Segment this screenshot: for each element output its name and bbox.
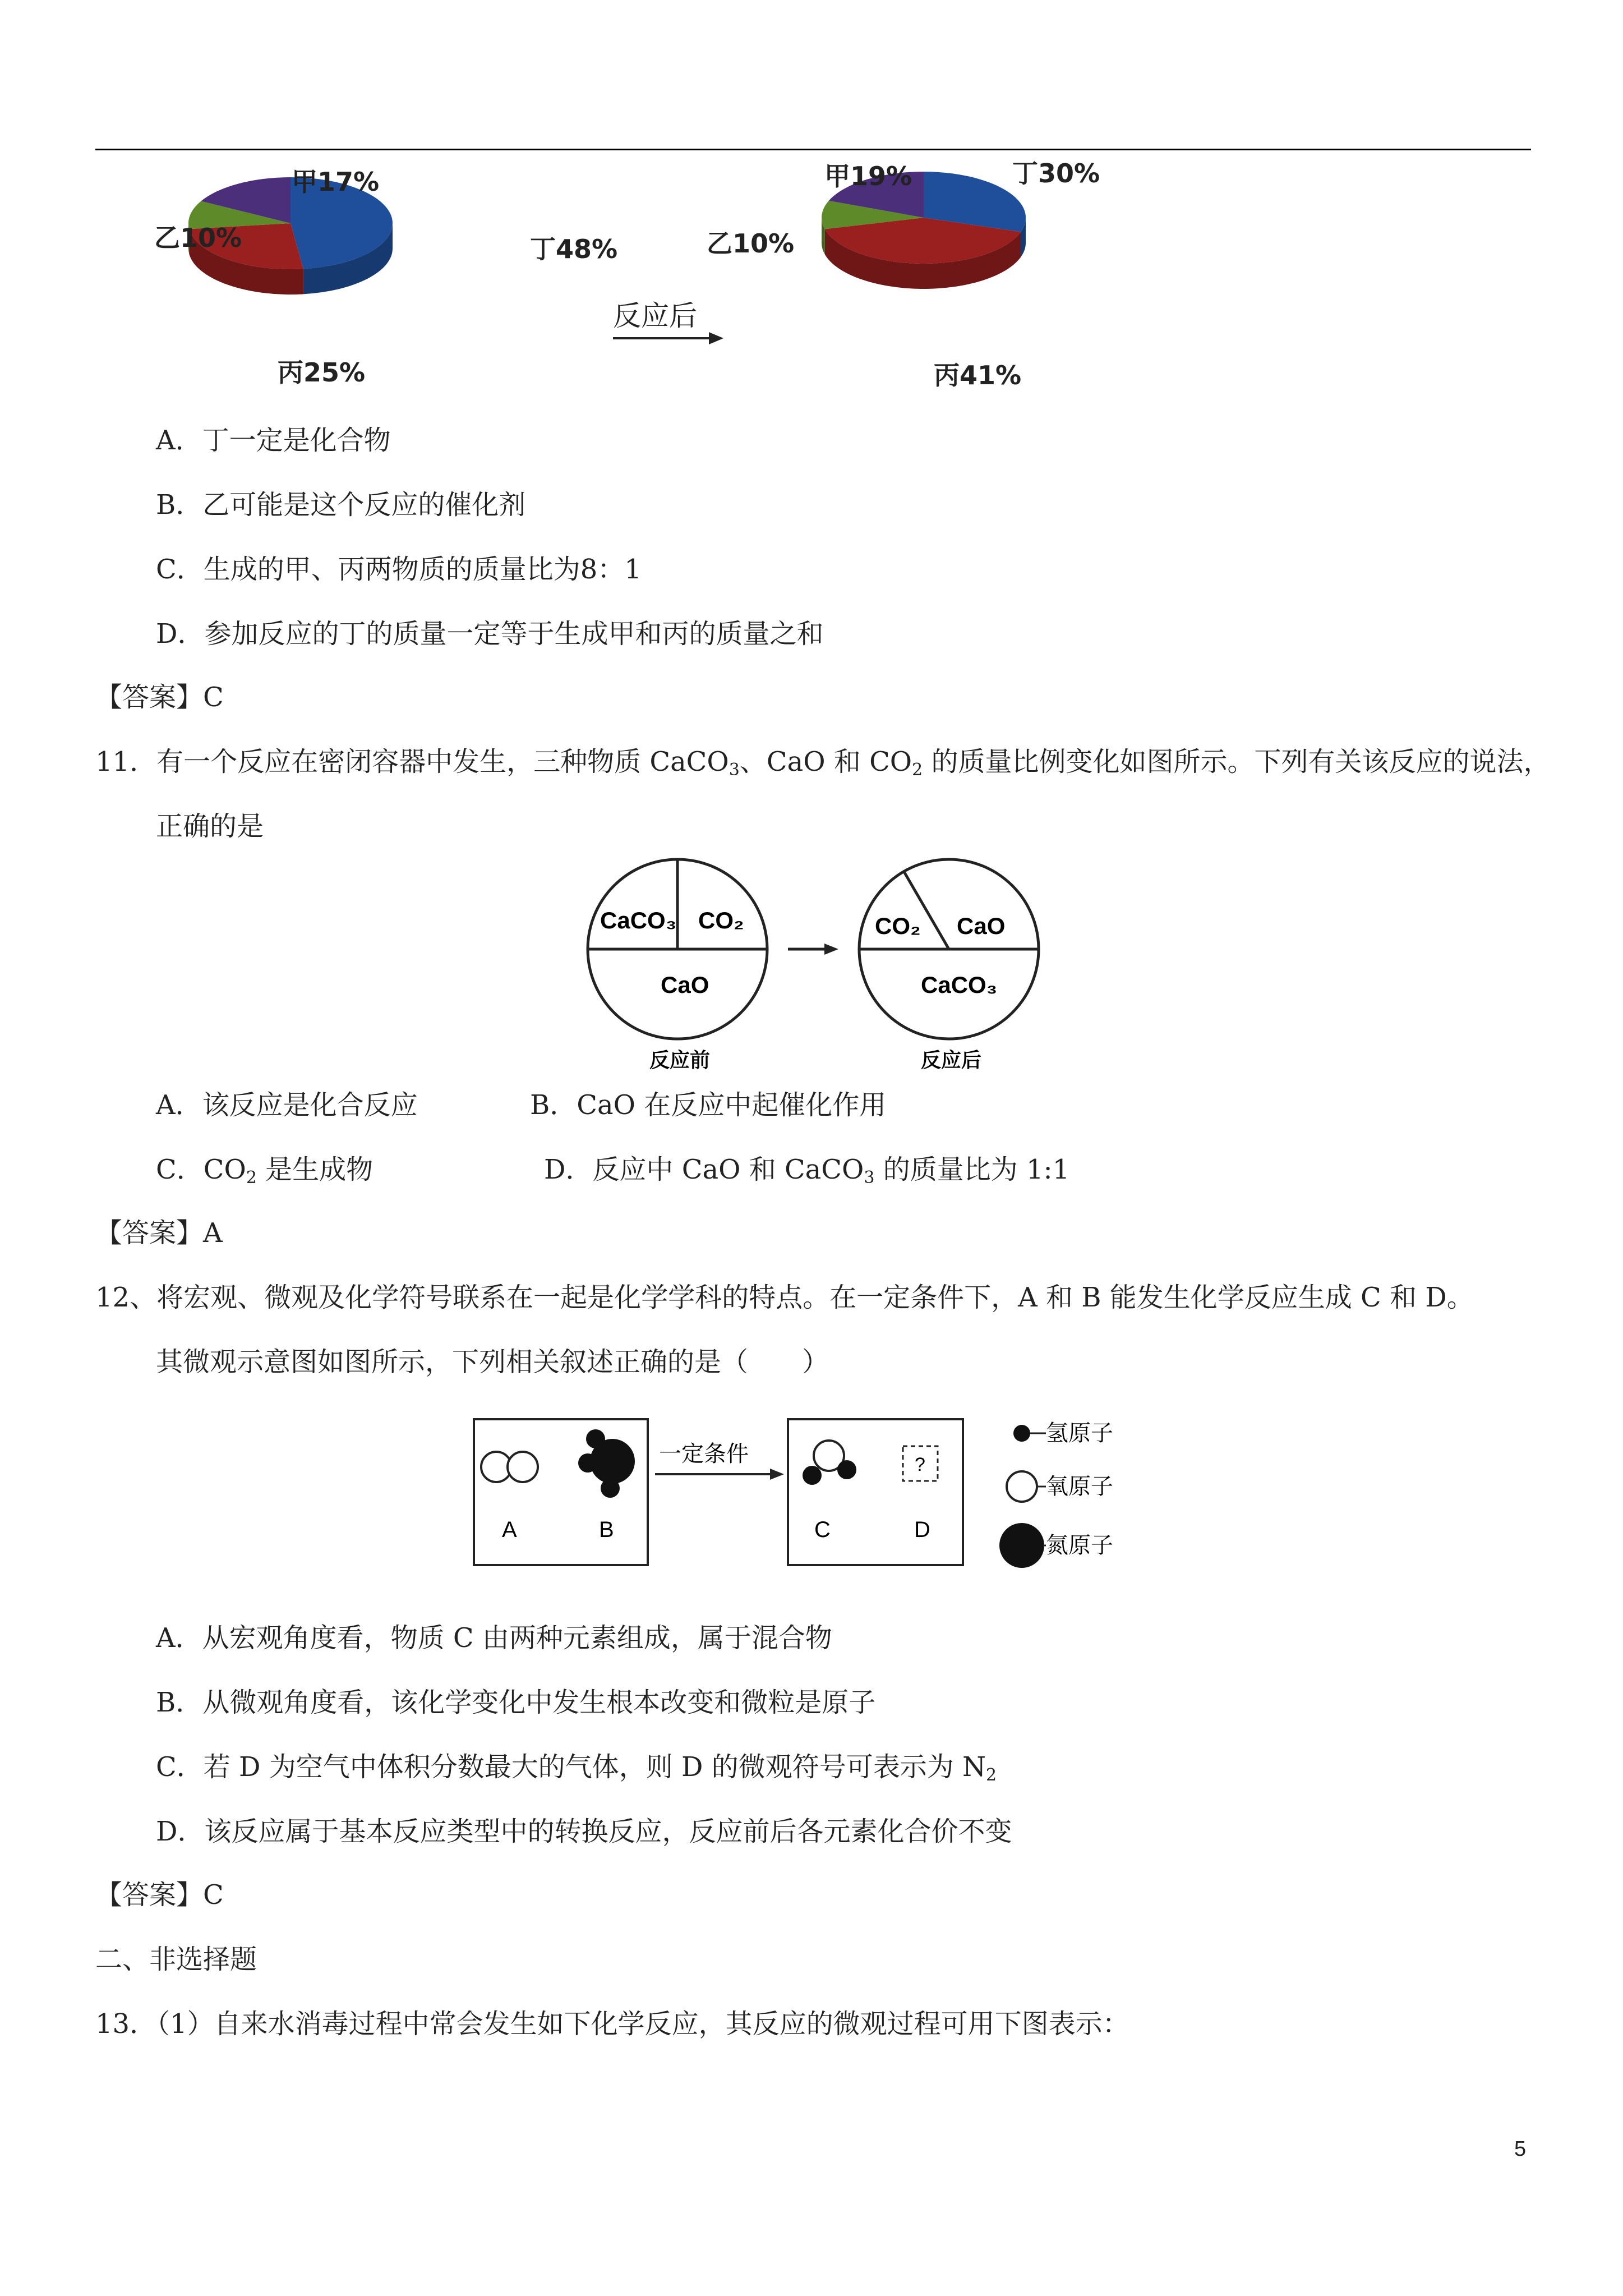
q12-option-c (156, 1750, 997, 1784)
pie-after-label-yi: 乙10% (707, 228, 795, 259)
label-a: A (502, 1517, 517, 1542)
label-b: B (599, 1517, 614, 1542)
q11-option-d (544, 1153, 1069, 1186)
legend-oxygen: 氧原子 (1046, 1474, 1113, 1499)
circle-after-bottom: CaCO₃ (921, 972, 998, 998)
q11-stem-part: 、CaO 和 CO (739, 746, 912, 777)
q10-arrow-head (709, 332, 723, 344)
q11-stem-part: 11．有一个反应在密闭容器中发生，三种物质 CaCO (95, 746, 729, 777)
q12-stem-line1: 12、将宏观、微观及化学符号联系在一起是化学学科的特点。在一定条件下，A 和 B 能发生化学反应生成 C 和 D。 (95, 1282, 1474, 1313)
legend-hydrogen-icon (1013, 1425, 1030, 1442)
q10-option-a: A．丁一定是化合物 (156, 425, 391, 456)
box-products (788, 1419, 963, 1565)
q12-stem-line2: 其微观示意图如图所示，下列相关叙述正确的是（ ） (156, 1346, 829, 1378)
q11-sub: 2 (912, 760, 923, 780)
condition-arrow-head (770, 1469, 784, 1480)
q11-stem-part: 的质量比例变化如图所示。下列有关该反应的说法， (923, 746, 1551, 777)
q10-option-d: D．参加反应的丁的质量一定等于生成甲和丙的质量之和 (156, 618, 824, 650)
circle-after-top-right: CaO (957, 913, 1006, 939)
label-c: C (814, 1517, 831, 1542)
q12-option-c-part: C．若 D 为空气中体积分数最大的气体，则 D 的微观符号可表示为 N (156, 1751, 986, 1783)
condition-label: 一定条件 (659, 1441, 749, 1467)
q11-arrow-head (824, 944, 838, 955)
q11-stem-line2: 正确的是 (156, 811, 264, 842)
q10-arrow-label: 反应后 (613, 300, 697, 332)
q13-stem: 13．（1）自来水消毒过程中常会发生如下化学反应，其反应的微观过程可用下图表示： (95, 2008, 1129, 2040)
pie-after-label-jia: 甲19% (824, 161, 912, 191)
q10-answer: 【答案】C (95, 682, 224, 713)
q11-stem-line1 (95, 745, 1551, 779)
q11-sub: 2 (246, 1168, 257, 1188)
q11-option-c (156, 1153, 373, 1186)
header-rule (95, 149, 1531, 150)
legend-oxygen-icon (1007, 1471, 1037, 1502)
circle-after-caption: 反应后 (921, 1049, 982, 1072)
q12-reaction-figure (471, 1408, 1200, 1593)
circle-before-top-left: CaCO₃ (600, 907, 677, 933)
q11-sub: 3 (864, 1168, 875, 1188)
q12-option-a: A．从宏观角度看，物质 C 由两种元素组成，属于混合物 (156, 1622, 832, 1654)
atom-hydrogen (803, 1466, 822, 1485)
pie-before-label-jia: 甲17% (292, 167, 380, 197)
q12-option-b: B．从微观角度看，该化学变化中发生根本改变和微粒是原子 (156, 1687, 876, 1718)
q12-sub: 2 (986, 1765, 997, 1785)
label-d: D (914, 1517, 930, 1542)
circle-before-top-right: CO₂ (698, 907, 744, 933)
q12-option-d: D．该反应属于基本反应类型中的转换反应，反应前后各元素化合价不变 (156, 1816, 1012, 1847)
pie-after-label-ding: 丁30% (1012, 158, 1100, 188)
atom-hydrogen (601, 1479, 620, 1498)
legend-hydrogen: 氢原子 (1046, 1420, 1113, 1446)
q11-option-d-part: 的质量比为 1:1 (874, 1154, 1070, 1185)
q11-option-c-part: 是生成物 (256, 1154, 374, 1185)
q11-sub: 3 (728, 760, 740, 780)
q11-answer: 【答案】A (95, 1217, 223, 1249)
q11-circle-figure (578, 853, 1082, 1077)
circle-after-top-left: CO₂ (875, 913, 921, 939)
pie-before-label-ding: 丁48% (530, 234, 618, 264)
q10-pie-figure (140, 157, 1318, 404)
circle-before-caption: 反应前 (649, 1049, 711, 1072)
legend-nitrogen: 氮原子 (1046, 1533, 1113, 1558)
q11-option-d-part: D．反应中 CaO 和 CaCO (544, 1154, 864, 1185)
q11-option-c-part: C．CO (156, 1154, 246, 1185)
pie-before-label-yi: 乙10% (154, 223, 242, 253)
q10-option-c: C．生成的甲、丙两物质的质量比为8：1 (156, 554, 642, 585)
legend-nitrogen-icon (999, 1523, 1044, 1568)
unknown-molecule-mark: ? (915, 1454, 925, 1475)
atom-oxygen (508, 1452, 538, 1482)
page-number: 5 (1514, 2137, 1527, 2161)
atom-hydrogen (586, 1429, 605, 1448)
q11-option-b: B．CaO 在反应中起催化作用 (530, 1089, 887, 1121)
section-heading: 二、非选择题 (95, 1944, 257, 1975)
q12-answer: 【答案】C (95, 1879, 224, 1911)
atom-hydrogen (578, 1453, 597, 1473)
q11-option-a: A．该反应是化合反应 (156, 1089, 418, 1121)
pie-before-label-bing: 丙25% (278, 357, 366, 388)
pie-after-label-bing: 丙41% (934, 360, 1022, 390)
q10-option-b: B．乙可能是这个反应的催化剂 (156, 489, 526, 521)
atom-hydrogen (837, 1460, 856, 1479)
circle-before-bottom: CaO (661, 972, 709, 998)
